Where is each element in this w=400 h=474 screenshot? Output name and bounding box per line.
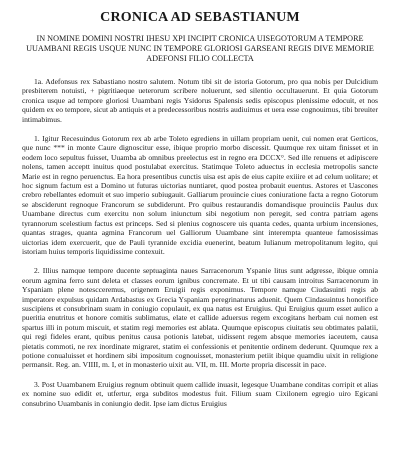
paragraph-intro: 1a. Adefonsus rex Sabastiano nostro salutem. Notum tibi sit de istoria Gotorum, pro qua nobis per Dulcidium presbiterem notuisti, + pigritiaeque ueterorum scribere noluerunt, sed silentio occultauerunt. Et quia Gotorum cronica usque ad tempore gloriosi Uuambani regis Ysidorus Spalensis sedis episcopus plenissime edocuit, et nos quidem ex eo tempore, sicut ab antiquis et a predecessoribus nostris audiuimus et uera esse cognouimus, tibi breuiter intimabimus.	[22, 77, 378, 124]
paragraph-3: 3. Post Uuambanem Eruigius regnum obtinuit quem callide inuasit, legesque Uuambane conditas corripit et alias ex nomine suo edidit et, utfertur, erga subditos modestus fuit. Filium suam Cixilonem egregio uiro Egicani consubrino Uuambanis in coniungio dedit. Ipse iam dictus Eruigius	[22, 379, 378, 408]
document-subtitle: IN NOMINE DOMINI NOSTRI IHESU XPI INCIPIT CRONICA UISEGOTORUM A TEMPORE UUAMBANI REGIS USQUE NUNC IN TEMPORE GLORIOSI GARSEANI REGIS DIVE MEMORIE ADEFONSI FILIO COLLECTA	[26, 34, 374, 63]
paragraph-2: 2. Illius namque tempore ducente septuaginta naues Sarracenorum Yspanie litus sunt adgresse, ibique omnia eorum agmina ferro sunt deleta et classes eorum ignibus concremate. Et ut tibi causam introitus Sarracenorum in Yspaniam plene notescceremus, origenem Eruigii regis exponimus. Tempore namque Ciudasuinti regis ab imperatore expulsus quidam Ardabastus ex Grecia Yspaniam peregrinaturus aduenit. Quem Cindasuintus honorifice suscipiens et consubrinam suam in coniugio copulauit, ex qua natus est Eruigius. Qui Eruigius quum esset aulico a pueritia enutritus et honore comitis sublimatus, elate et callide aduersus regem excogitans herbam cui nomen est spartus illi in potum miscuit, et statim regi memories est ablata. Quumque episcopus ciuitatis seu obtimates palatii, qui regi fideles erant, quibus penitus causa potionis latebat, uidissent regem absque memories iaceutem, causa pietatis commoti, ne rex inordinate migraret, statim ei confessionis et penitentie ordinem dederunt. Quumque rex a potione conualuisset et hordinem sibi impositum cognouisset, monasterium petiit ibique quamdiu uixit in religione permansit. Reg. an. VIIII, m. I, et in monasterio uixit au. VII, m. III. Morte propria discessit in pace.	[22, 266, 378, 370]
paragraph-1: 1. Igitur Recesuindus Gotorum rex ab arbe Toleto egrediens in uillam propriam uenit, cui nomen erat Gerticos, que nunc *** in monte Caure dignoscitur esse, ibique proprio morbo discessit. Quumque rex uitam finisset et in eodem loco sepultus fuisset, Uuamba ab omnibus preelectus est in regno era DCCX°. Sed ille renuens et adipiscere nolens, tamen acceptt inuitus quod postulabat exercitus. Statimque Toleto aduectus in ecclesia metropolis sancte Marie est in regno peruenctus. Ea hora presentibus cunctis uisa est apis de eius capite exiiire et ad celum uolitare; et hoc signum factum est a Domino ut futuras uictorias nuntiaret, quod postea probauit euentus. Astores et Uascones crebro rebellantes edomuit et suo imperio subiugauit. Galliarum prouincie ciues coniuratione facta a regno Gotorum se absciderunt regnoque Francorum se subdiderunt. Pro quibus restaurandis domandisque prouinciis Paulus dux Uuambane directus cum exercitu non solum iniunctum sibi negotium non peregit, sed contra patriam agens tyrannorum scelestium factus est princeps. Sed si plenius cognoscere uis quanta cedes, quanta urbium incensiones, quantas strages, quanta agmina Francorum uel Galliorum Uuambane sint interempta quanteue famosissimas uictorias idem exercuerit, que de Pauli tyrannide excidia euenerint, beatum Iulianum metropolitanum legito, qui istoriam huius temporis liquidissime contexuit.	[22, 134, 378, 256]
document-title: CRONICA AD SEBASTIANUM	[100, 10, 300, 25]
